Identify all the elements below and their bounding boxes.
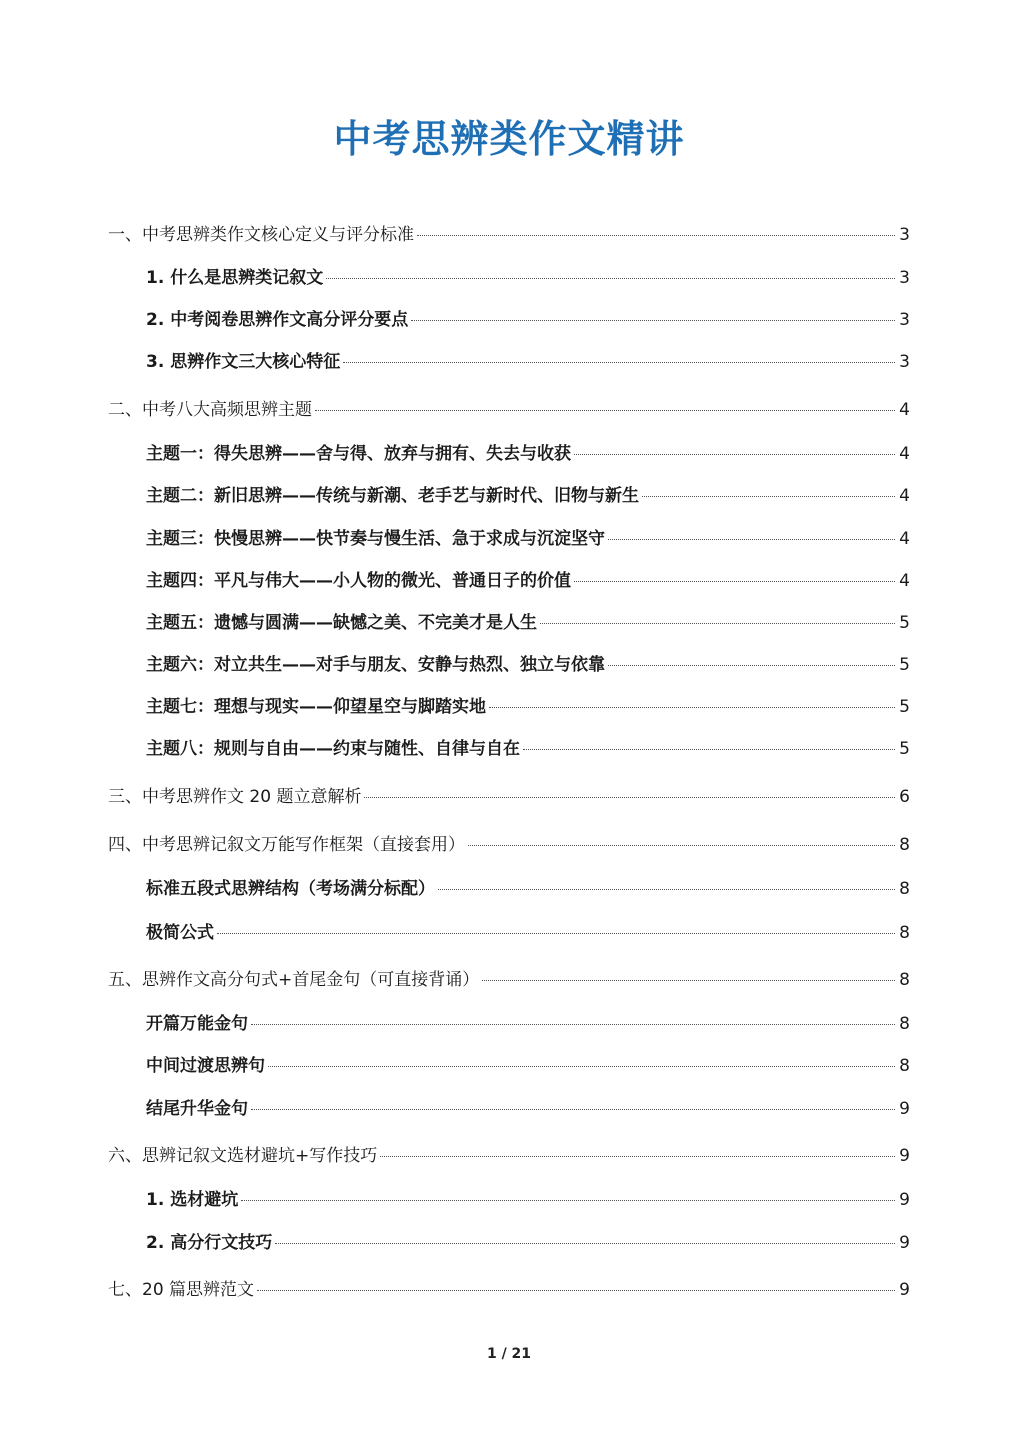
toc-entry-page: 4 bbox=[899, 400, 910, 420]
dot-leader bbox=[608, 665, 895, 666]
toc-entry[interactable] bbox=[146, 1187, 910, 1213]
toc-entry-title: 主题一：得失思辨——舍与得、放弃与拥有、失去与收获 bbox=[146, 444, 571, 464]
dot-leader bbox=[411, 320, 895, 321]
toc-entry-page: 3 bbox=[899, 225, 910, 245]
dot-leader bbox=[438, 889, 895, 890]
toc-entry-page: 6 bbox=[899, 787, 910, 807]
toc-entry-page: 4 bbox=[899, 529, 910, 549]
dot-leader bbox=[523, 749, 895, 750]
toc-entry-title: 主题二：新旧思辨——传统与新潮、老手艺与新时代、旧物与新生 bbox=[146, 486, 639, 506]
toc-entry-page: 8 bbox=[899, 1056, 910, 1076]
toc-entry-title: 六、思辨记叙文选材避坑+写作技巧 bbox=[108, 1146, 378, 1166]
toc-entry-title: 主题五：遗憾与圆满——缺憾之美、不完美才是人生 bbox=[146, 613, 537, 633]
toc-entry-title: 2. 中考阅卷思辨作文高分评分要点 bbox=[146, 310, 409, 330]
toc-entry-page: 4 bbox=[899, 486, 910, 506]
toc-entry-page: 9 bbox=[899, 1146, 910, 1166]
toc-entry-title: 二、中考八大高频思辨主题 bbox=[108, 400, 312, 420]
toc-entry-page: 5 bbox=[899, 697, 910, 717]
toc-entry[interactable] bbox=[108, 1277, 910, 1303]
toc-entry-page: 9 bbox=[899, 1190, 910, 1210]
toc-entry-page: 4 bbox=[899, 571, 910, 591]
dot-leader bbox=[608, 539, 895, 540]
toc-entry-title: 中间过渡思辨句 bbox=[146, 1056, 265, 1076]
page-number: 1 / 21 bbox=[486, 1346, 532, 1362]
toc-entry-title: 结尾升华金句 bbox=[146, 1099, 248, 1119]
toc-entry-title: 2. 高分行文技巧 bbox=[146, 1233, 273, 1253]
dot-leader bbox=[468, 845, 895, 846]
dot-leader bbox=[257, 1290, 895, 1291]
toc-entry[interactable] bbox=[146, 441, 910, 467]
document-title: 中考思辨类作文精讲 bbox=[333, 117, 685, 161]
toc-entry-page: 9 bbox=[899, 1099, 910, 1119]
dot-leader bbox=[343, 362, 895, 363]
toc-entry[interactable] bbox=[146, 1053, 910, 1079]
dot-leader bbox=[315, 410, 895, 411]
dot-leader bbox=[540, 623, 895, 624]
toc-entry[interactable] bbox=[146, 265, 910, 291]
toc-entry[interactable] bbox=[146, 1096, 910, 1122]
toc-entry-page: 3 bbox=[899, 310, 910, 330]
dot-leader bbox=[217, 933, 895, 934]
toc-entry[interactable] bbox=[146, 694, 910, 720]
toc-entry[interactable] bbox=[146, 652, 910, 678]
toc-entry-title: 标准五段式思辨结构（考场满分标配） bbox=[146, 879, 435, 899]
toc-entry-title: 主题四：平凡与伟大——小人物的微光、普通日子的价值 bbox=[146, 571, 571, 591]
toc-entry-page: 9 bbox=[899, 1280, 910, 1300]
toc-entry-page: 5 bbox=[899, 613, 910, 633]
toc-entry[interactable] bbox=[146, 1230, 910, 1256]
dot-leader bbox=[275, 1243, 895, 1244]
toc-entry-title: 极简公式 bbox=[146, 923, 214, 943]
toc-entry[interactable] bbox=[146, 307, 910, 333]
toc-entry-title: 1. 选材避坑 bbox=[146, 1190, 239, 1210]
toc-entry[interactable] bbox=[108, 222, 910, 248]
toc-entry[interactable] bbox=[146, 349, 910, 375]
toc-entry-title: 1. 什么是思辨类记叙文 bbox=[146, 268, 324, 288]
toc-entry-title: 主题三：快慢思辨——快节奏与慢生活、急于求成与沉淀坚守 bbox=[146, 529, 605, 549]
toc-entry-page: 3 bbox=[899, 352, 910, 372]
dot-leader bbox=[482, 980, 895, 981]
toc-entry[interactable] bbox=[146, 610, 910, 636]
dot-leader bbox=[326, 278, 895, 279]
toc-entry-title: 一、中考思辨类作文核心定义与评分标准 bbox=[108, 225, 414, 245]
dot-leader bbox=[574, 581, 895, 582]
toc-entry[interactable] bbox=[108, 784, 910, 810]
toc-entry[interactable] bbox=[146, 568, 910, 594]
toc-entry-page: 5 bbox=[899, 655, 910, 675]
toc-entry-page: 3 bbox=[899, 268, 910, 288]
toc-entry[interactable] bbox=[146, 736, 910, 762]
toc-entry-page: 8 bbox=[899, 1014, 910, 1034]
toc-entry-title: 五、思辨作文高分句式+首尾金句（可直接背诵） bbox=[108, 970, 480, 990]
toc-entry[interactable] bbox=[108, 1143, 910, 1169]
toc-entry-title: 3. 思辨作文三大核心特征 bbox=[146, 352, 341, 372]
toc-entry-page: 9 bbox=[899, 1233, 910, 1253]
dot-leader bbox=[642, 496, 895, 497]
toc-entry-title: 四、中考思辨记叙文万能写作框架（直接套用） bbox=[108, 835, 465, 855]
dot-leader bbox=[268, 1066, 895, 1067]
toc-entry-title: 三、中考思辨作文 20 题立意解析 bbox=[108, 787, 362, 807]
toc-entry-title: 主题七：理想与现实——仰望星空与脚踏实地 bbox=[146, 697, 486, 717]
toc-entry-page: 5 bbox=[899, 739, 910, 759]
dot-leader bbox=[364, 797, 895, 798]
dot-leader bbox=[380, 1156, 895, 1157]
dot-leader bbox=[574, 454, 895, 455]
toc-entry-page: 8 bbox=[899, 879, 910, 899]
toc-entry-page: 8 bbox=[899, 835, 910, 855]
toc-entry[interactable] bbox=[146, 876, 910, 902]
toc-entry[interactable] bbox=[146, 1011, 910, 1037]
dot-leader bbox=[241, 1200, 895, 1201]
dot-leader bbox=[417, 235, 895, 236]
toc-entry[interactable] bbox=[108, 832, 910, 858]
toc-entry[interactable] bbox=[108, 967, 910, 993]
toc-entry-title: 开篇万能金句 bbox=[146, 1014, 248, 1034]
toc-entry-page: 8 bbox=[899, 923, 910, 943]
toc-entry[interactable] bbox=[146, 483, 910, 509]
dot-leader bbox=[489, 707, 895, 708]
toc-entry[interactable] bbox=[146, 526, 910, 552]
toc-entry-title: 主题八：规则与自由——约束与随性、自律与自在 bbox=[146, 739, 520, 759]
toc-entry[interactable] bbox=[146, 920, 910, 946]
dot-leader bbox=[251, 1024, 895, 1025]
dot-leader bbox=[251, 1109, 895, 1110]
toc-entry-title: 七、20 篇思辨范文 bbox=[108, 1280, 255, 1300]
toc-entry-page: 8 bbox=[899, 970, 910, 990]
toc-entry-page: 4 bbox=[899, 444, 910, 464]
toc-entry-title: 主题六：对立共生——对手与朋友、安静与热烈、独立与依靠 bbox=[146, 655, 605, 675]
toc-entry[interactable] bbox=[108, 397, 910, 423]
